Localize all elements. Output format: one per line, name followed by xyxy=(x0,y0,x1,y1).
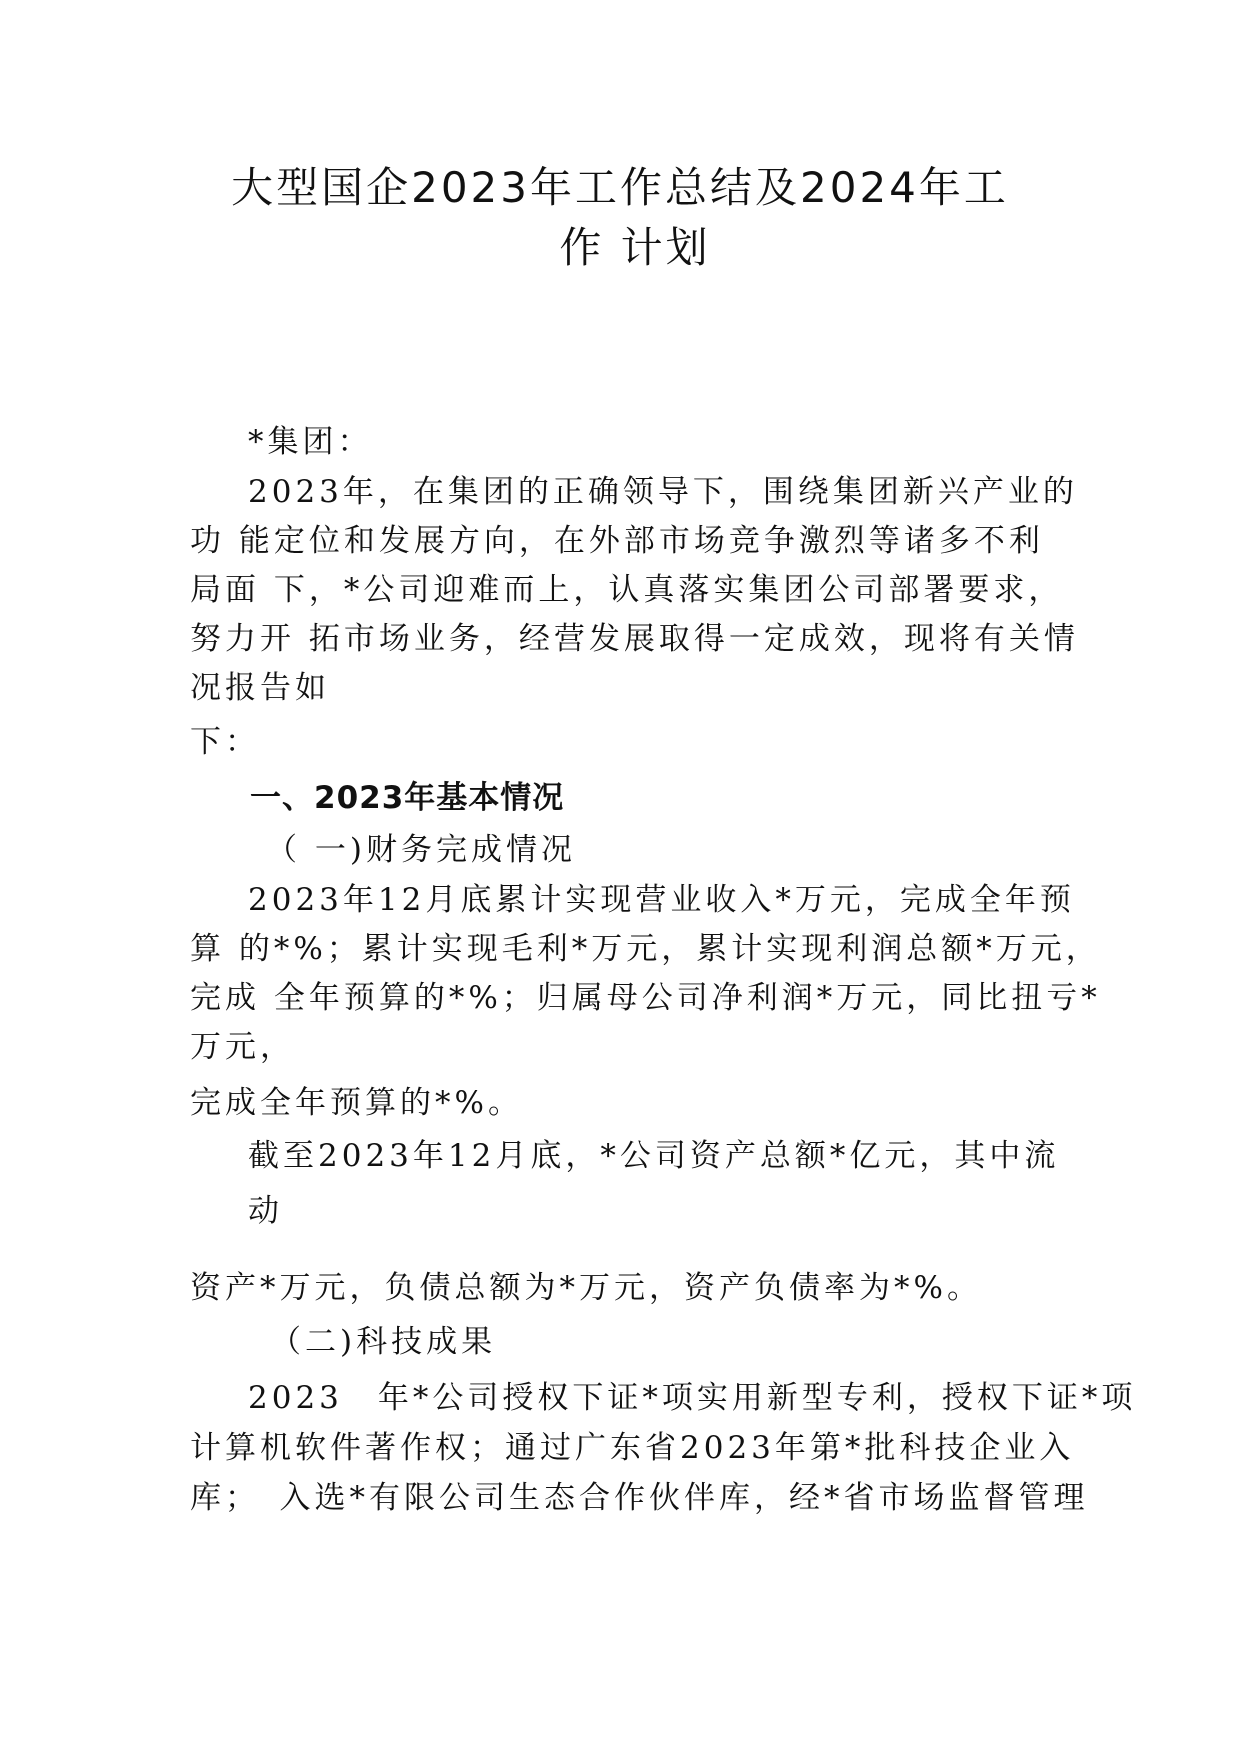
intro-line-3: 局面 下，*公司迎难而上，认真落实集团公司部署要求， xyxy=(190,572,1064,608)
finance-line-4: 万元， xyxy=(190,1029,295,1065)
finance-line-1: 2023年12月底累计实现营业收入*万元，完成全年预 xyxy=(248,882,1075,918)
intro-line-1: 2023年，在集团的正确领导下，围绕集团新兴产业的 xyxy=(248,474,1078,510)
document-title-line-2: 作 计划 xyxy=(559,223,711,272)
document-title-line-1: 大型国企2023年工作总结及2024年工 xyxy=(231,163,1009,212)
tech-line-3: 库； 入选*有限公司生态合作伙伴库，经*省市场监督管理 xyxy=(190,1480,1089,1516)
tech-line-2: 计算机软件著作权；通过广东省2023年第*批科技企业入 xyxy=(190,1430,1075,1466)
intro-line-2: 功 能定位和发展方向，在外部市场竞争激烈等诸多不利 xyxy=(190,523,1044,559)
assets-line-1: 截至2023年12月底，*公司资产总额*亿元，其中流 xyxy=(248,1138,1060,1174)
subsection-2-heading: （二)科技成果 xyxy=(270,1324,497,1360)
intro-line-6: 下： xyxy=(190,724,260,760)
finance-line-2: 算 的*%；累计实现毛利*万元，累计实现利润总额*万元， xyxy=(190,931,1101,967)
finance-line-3: 完成 全年预算的*%；归属母公司净利润*万元，同比扭亏* xyxy=(190,980,1101,1016)
assets-line-2: 动 xyxy=(248,1193,283,1229)
subsection-1-heading: （ 一)财务完成情况 xyxy=(266,832,576,868)
intro-line-4: 努力开 拓市场业务，经营发展取得一定成效，现将有关情 xyxy=(190,621,1079,657)
salutation: *集团： xyxy=(248,424,373,460)
section-1-heading: 一、2023年基本情况 xyxy=(250,780,565,816)
intro-line-5: 况报告如 xyxy=(190,670,330,706)
assets-line-3: 资产*万元，负债总额为*万元，资产负债率为*%。 xyxy=(190,1270,982,1306)
tech-line-1: 2023 年*公司授权下证*项实用新型专利，授权下证*项 xyxy=(248,1380,1137,1416)
finance-line-5: 完成全年预算的*%。 xyxy=(190,1085,523,1121)
